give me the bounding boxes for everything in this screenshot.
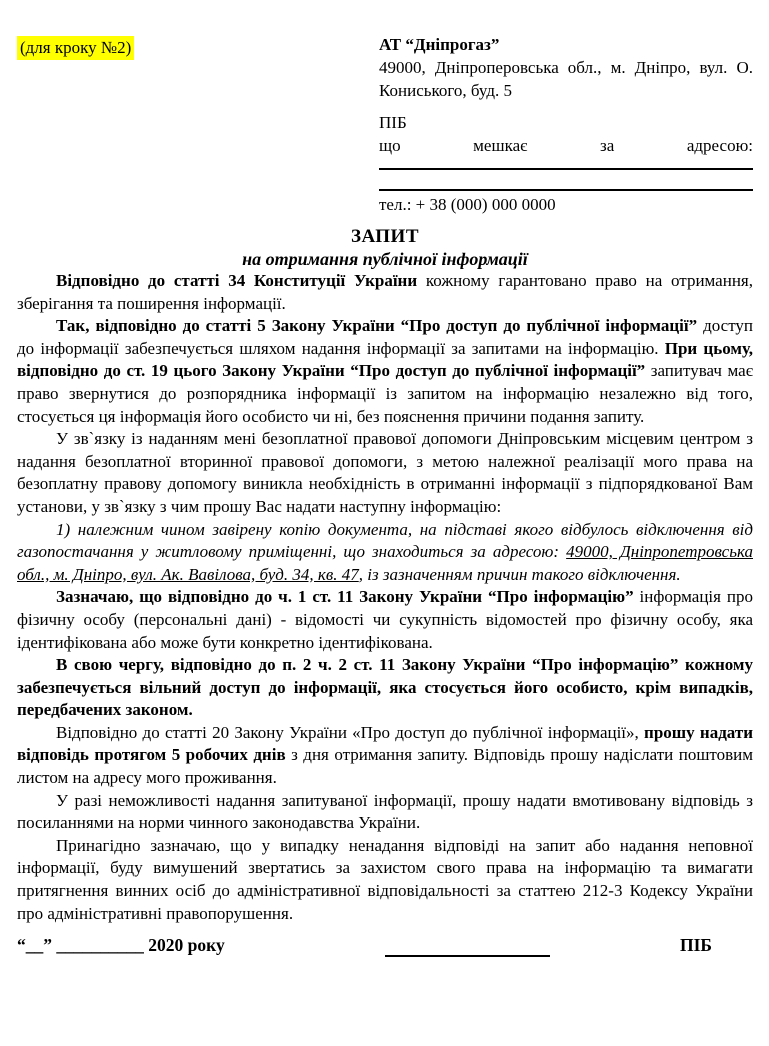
recipient-address: 49000, Дніпроперовська обл., м. Дніпро, вул. О. Кониського, буд. 5 [379,58,753,100]
document-subtitle: на отримання публічної інформації [242,249,528,269]
paragraph [17,835,753,925]
paragraph [17,270,753,315]
document-body [17,270,753,925]
paragraph-segment: Принагідно зазначаю, що у випадку ненадання відповіді на запит або надання неповної інформації, буду вимушений звертатись за захистом свого права на інформацію та вимагати притягнення винних осіб до адміністративної відповідальності за статтею 212-3 Кодексу України про адміністративні правопорушення. [17,835,753,923]
paragraph-segment: 1) належним чином завірену копію документа, на підставі якого відбулось відключення від газопостачання у житловому приміщенні, що знаходиться за адресою: [17,519,753,562]
paragraph [17,519,753,587]
recipient-phone: тел.: + 38 (000) 000 0000 [379,195,556,214]
paragraph-segment: запитувач має право звернутися до розпорядника інформації із запитом на інформацію незалежно від того, стосується ця інформація його особисто чи ні, без пояснення причини подання запиту. [17,361,753,426]
document-footer [17,934,753,957]
paragraph [17,428,753,518]
paragraph-segment: кожному гарантовано право на отримання, зберігання та поширення інформації. [17,271,753,313]
recipient-block [379,33,753,216]
address-blank-line-2 [379,189,753,191]
paragraph [17,654,753,722]
paragraph-segment: В свою чергу, відповідно до п. 2 ч. 2 ст. 11 Закону України “Про інформацію” кожному забезпечується вільний доступ до інформації, яка стосується його особисто, крім випадків, передбачених законом. [17,655,753,720]
signature-pib-label: ПІБ [679,935,712,956]
paragraph [17,790,753,835]
recipient-residing-line: що мешкає за адресою: [379,136,753,155]
paragraph-segment: Так, відповідно до статті 5 Закону України “Про доступ до публічної інформації” [56,316,698,336]
paragraph [17,586,753,654]
recipient-name: АТ “Дніпрогаз” [379,35,500,54]
paragraph-segment: доступ до інформації забезпечується шляхом надання інформації за запитами на інформацію. [17,316,754,358]
paragraph [17,722,753,790]
address-blank-line-1 [379,168,753,170]
paragraph-segment: з дня отримання запиту. Відповідь прошу надіслати поштовим листом на адресу мого проживання. [17,745,753,788]
paragraph-segment: Зазначаю, що відповідно до ч. 1 ст. 11 Закону України “Про інформацію” [56,587,634,607]
paragraph-segment: прошу надати відповідь протягом 5 робочих днів [17,722,754,765]
paragraph [17,315,753,428]
paragraph-segment: У разі неможливості надання запитуваної інформації, прошу надати вмотивовану відповідь з посиланнями на норми чинного законодавства України. [17,790,753,833]
paragraph-segment: Відповідно до статті 20 Закону України «Про доступ до публічної інформації», [56,722,645,742]
date-line: “__” __________ 2020 року [17,935,225,956]
step-note: (для кроку №2) [17,36,134,60]
paragraph-segment: При цьому, відповідно до ст. 19 цього Закону України “Про доступ до публічної інформації” [17,338,754,381]
paragraph-segment: 49000, Дніпропетровська обл., м. Дніпро, вул. Ак. Вавілова, буд. 34, кв. 47 [17,542,753,584]
paragraph-segment: інформація про фізичну особу (персональні дані) - відомості чи сукупність відомостей про фізичну особу, яка ідентифікована або може бути конкретно ідентифікована. [17,587,753,652]
paragraph-segment: Відповідно до статті 34 Конституції України [56,271,418,290]
document-header [17,33,753,216]
paragraph-segment: У зв`язку із наданням мені безоплатної правової допомоги Дніпровським місцевим центром з надання безоплатної вторинної правової допомоги, з метою належної реалізації мого права на безоплатну правову допомогу виникла необхідність в отриманні інформації з підпорядкованої Вам установи, у зв`язку з чим прошу Вас надати наступну інформацію: [17,429,753,516]
recipient-pib-label: ПІБ [379,113,407,132]
paragraph-segment: , із зазначенням причин такого відключення. [358,564,681,584]
signature-blank-line [385,935,550,957]
document-title: ЗАПИТ [350,226,419,247]
